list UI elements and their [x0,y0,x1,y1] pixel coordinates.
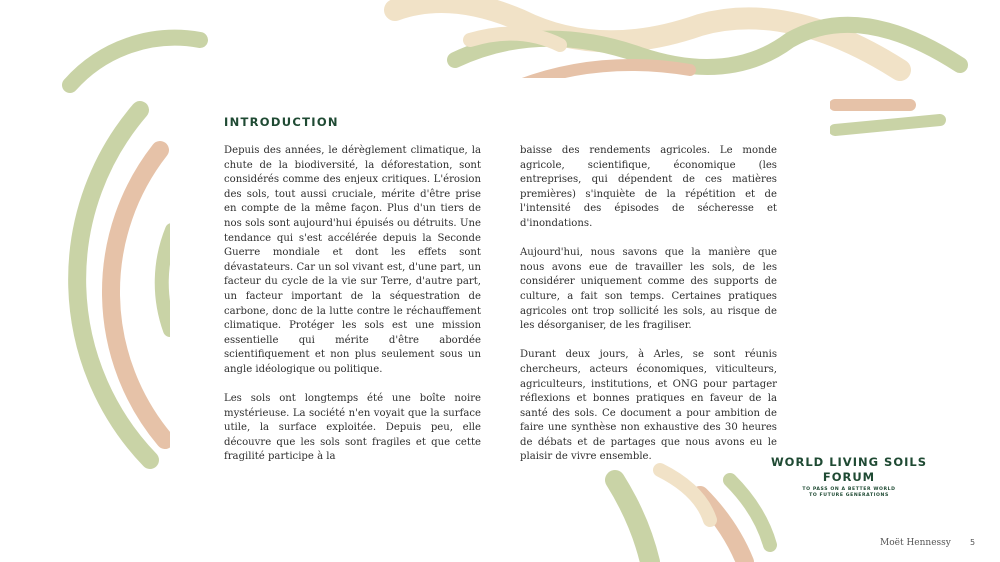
logo-tagline-line1: TO PASS ON A BETTER WORLD [802,487,896,492]
logo-title-line1: WORLD LIVING SOILS [771,455,927,469]
logo-tagline-line2: TO FUTURE GENERATIONS [809,493,889,498]
bottom-green-arc-1 [615,480,650,562]
paragraph: Durant deux jours, à Arles, se sont réunis chercheurs, acteurs économiques, viticulteurs, agriculteurs, institutions, et ONG pour partager réflexions et bonnes pratiques en faveur de la santé des sols. Ce document a pour ambition de faire une synthèse non exhaustive des 30 heures de débats et de partages que nous avons eu le plaisir de vivre ensemble. [520,349,777,463]
brand-name: Moët Hennessy [880,538,951,548]
paragraph: Depuis des années, le dérèglement climatique, la chute de la biodiversité, la déforestation, sont considérés comme des enjeux critiques. L'érosion des sols, tout aussi cruciale, mérite d'être prise en compte de la même façon. Plus d'un tiers de nos sols sont aujourd'hui épuisés ou détruits. Une tendance qui s'est accélérée depuis la Seconde Guerre mondiale et dont les effets sont dévastateurs. Car un sol vivant est, d'une part, un facteur du cycle de la vie sur Terre, d'autre part, un facteur important de la séquestration de carbone, donc de la lutte contre le réchauffement climatique. Protéger les sols est une mission essentielle qui mérite d'être abordée scientifiquement et non plus seulement sous un angle idéologique ou politique. [224,145,481,375]
logo-title-line2: FORUM [822,470,876,484]
paragraph: Les sols ont longtemps été une boîte noire mystérieuse. La société n'en voyait que la surface utile, la surface exploitée. Depuis peu, elle découvre que les sols sont fragiles et que cette fragilité participe à la [224,393,481,463]
text-column-right [520,144,777,480]
section-heading: INTRODUCTION [224,115,339,129]
right-green-stroke [835,120,940,130]
page-number: 5 [970,538,976,547]
paragraph: Aujourd'hui, nous savons que la manière que nous avons eue de travailler les sols, de les considérer uniquement comme des supports de culture, a fait son temps. Certaines pratiques agricoles ont trop sollicité les sols, au risque de les désorganiser, de les fragiliser. [520,247,777,332]
text-column-left [224,144,481,480]
paragraph: baisse des rendements agricoles. Le monde agricole, scientifique, économique (les entreprises, qui dépendent de ces matières premières) s'inquiète de la répétition et de l'intensité des épisodes de sécheresse et d'inondations. [520,145,777,229]
forum-logo [766,455,932,499]
